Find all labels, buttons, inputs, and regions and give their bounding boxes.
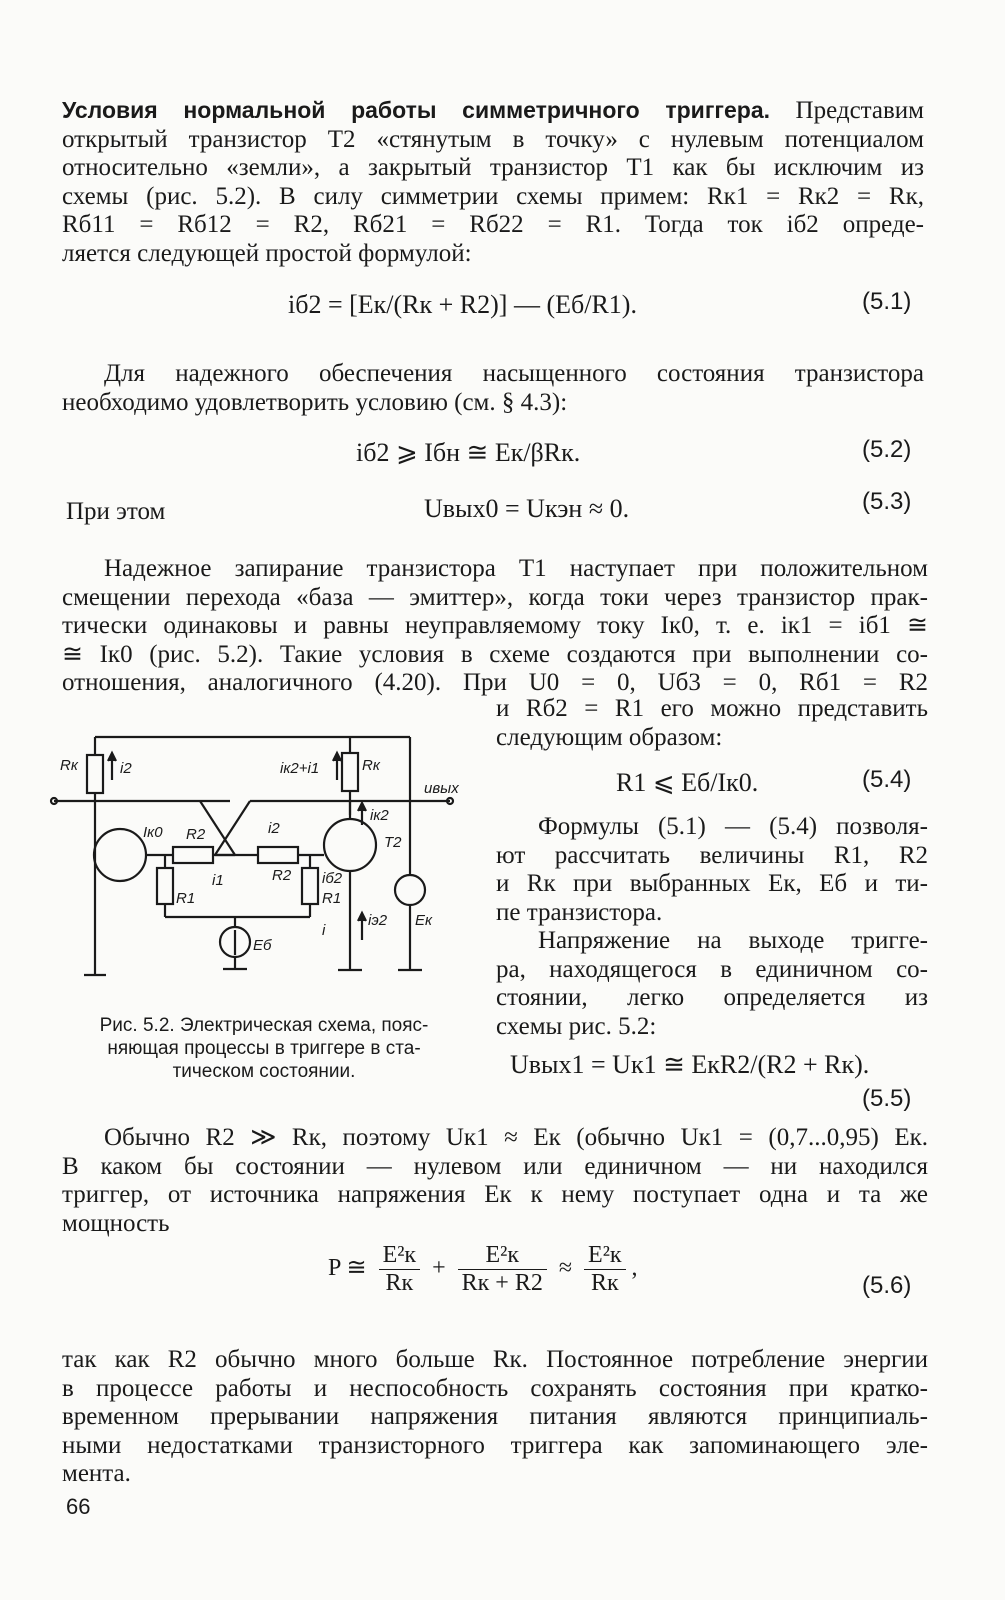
label-r2-left: R2 — [186, 826, 206, 843]
fraction: $\frac{\text{E²к}}{Rк}$ — [379, 1242, 421, 1297]
equation-number: (5.3) — [862, 488, 912, 515]
paragraph-3: Надежное запирание транзистора Т1 наступает при положительном смещении перехода «база — эмиттер», когда токи через транзистор прак- тически одинаковы и равны неуправляемому току Iк0, т. е. iк1 = iб1 ≅ ≅ Iк0 (рис. 5.2). Такие условия в схеме создаются при выполнении со- отношения, аналогичного (4.20). При U0 = 0, Uб3 = 0, Rб1 = R2 — [62, 555, 928, 696]
paragraph-2: Для надежного обеспечения насыщенного состояния транзистора необходимо удовлетворить условию (см. § 4.3): — [62, 360, 924, 416]
label-i: i — [322, 922, 326, 939]
label-i1: i1 — [212, 872, 224, 889]
label-ik2: iк2 — [370, 807, 389, 824]
label-ik2-i1: iк2+i1 — [280, 760, 320, 777]
label-r1-left: R1 — [176, 890, 196, 907]
right-column-para: Формулы (5.1) — (5.4) позволя- ют рассчитать величины R1, R2 и Rк при выбранных Eк, Eб и ти- пе транзистора. Напряжение на выходе тригге- ра, находящегося в единичном со- стоянии, легко определяется из схемы рис. 5.2: — [496, 813, 928, 1040]
fraction: $\frac{\text{E²к}}{Rк}$ — [584, 1242, 626, 1297]
equation-5-6: P ≅ $\frac{\text{E²к}}{Rк}$ + $\frac{\text{E²к}}{Rк + R2}$ ≈ $\frac{\text{E²к}}{Rк}$ , — [328, 1242, 638, 1296]
equation-5-3: Uвых0 = Uкэн ≈ 0. — [424, 494, 630, 523]
label-i2-top: i2 — [120, 760, 132, 777]
label-rk-right: Rк — [362, 757, 380, 774]
label-t2: T2 — [384, 834, 402, 851]
label-ib2: iб2 — [322, 870, 343, 887]
label-eb: Eб — [253, 937, 272, 954]
equation-number: (5.2) — [862, 436, 912, 463]
label-uout: uвых — [424, 780, 459, 797]
fraction: $\frac{\text{E²к}}{Rк + R2}$ — [458, 1242, 547, 1297]
paragraph-1: Условия нормальной работы симметричного триггера. Представим открытый транзистор Т2 «стянутым в точку» с нулевым потенциалом относительно «земли», а закрытый транзистор Т1 как бы исключим из схемы (рис. 5.2). В силу симметрии схемы примем: Rк1 = Rк2 = Rк, Rб11 = Rб12 = R2, Rб21 = Rб22 = R1. Тогда ток iб2 опреде- ляется следующей простой формулой: — [62, 97, 924, 267]
label-ik0: Iк0 — [143, 824, 163, 841]
figure-caption: Рис. 5.2. Электрическая схема, пояс- няющая процессы в триггере в ста- тическом состоянии. — [99, 1015, 429, 1082]
equation-5-1: iб2 = [Eк/(Rк + R2)] — (Eб/R1). — [288, 290, 637, 319]
lead-text: При этом — [66, 498, 166, 525]
equation-5-5: Uвых1 = Uк1 ≅ EкR2/(R2 + Rк). — [510, 1050, 870, 1079]
equation-number: (5.1) — [862, 288, 912, 315]
run-in-heading: Условия нормальной работы симметричного триггера. — [62, 97, 770, 123]
paragraph-4: Обычно R2 ≫ Rк, поэтому Uк1 ≈ Eк (обычно Uк1 = (0,7...0,95) Eк. В каком бы состоянии — нулевом или единичном — ни находился триггер, от источника напряжения Eк к нему поступает одна и та же мощность — [62, 1124, 928, 1237]
equation-5-2: iб2 ⩾ Iбн ≅ Eк/βRк. — [356, 438, 581, 467]
label-rk-left: Rк — [60, 757, 78, 774]
equation-number: (5.4) — [862, 766, 912, 793]
equation-number: (5.6) — [862, 1272, 912, 1299]
label-i2-mid: i2 — [268, 820, 280, 837]
label-ie2: iэ2 — [368, 912, 388, 929]
label-r1-right: R1 — [322, 890, 342, 907]
equation-number: (5.5) — [862, 1085, 912, 1112]
equation-5-4: R1 ⩽ Eб/Iк0. — [616, 768, 759, 797]
page-number: 66 — [66, 1494, 91, 1519]
paragraph-5: так как R2 обычно много больше Rк. Постоянное потребление энергии в процессе работы и неспособность сохранять состояния при кратко- временном прерывании напряжения питания являются принципиаль- ными недостатками транзисторного триггера как запоминающего эле- мента. — [62, 1346, 928, 1487]
label-r2-right: R2 — [272, 867, 292, 884]
circuit-diagram — [40, 725, 480, 985]
label-ek: Eк — [415, 912, 433, 929]
right-column: и Rб2 = R1 его можно представить следующим образом: — [496, 695, 928, 751]
